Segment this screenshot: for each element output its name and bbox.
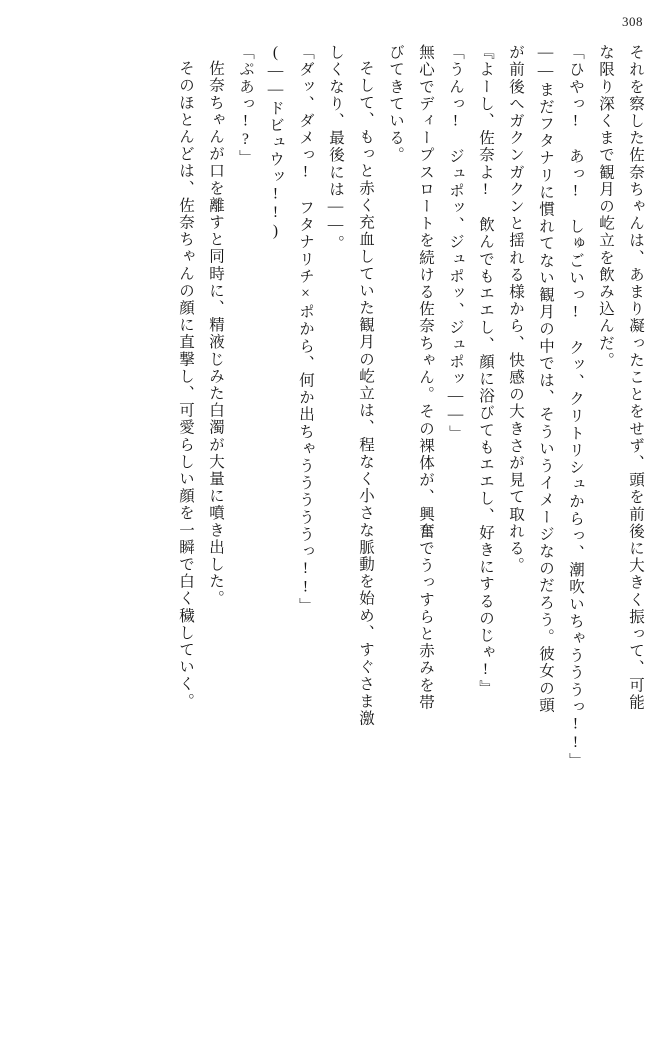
- text-line: 「ひやっ! あっ! しゅごいっ! クッ、クリトリシュからっ、潮吹いちゃうううっ!!」: [567, 44, 584, 770]
- text-line: びてきている。: [387, 44, 404, 164]
- page-number: 308: [622, 14, 643, 29]
- text-line: な限り深くまで観月の屹立を飲み込んだ。: [597, 44, 614, 369]
- text-line: そのほとんどは、佐奈ちゃんの顔に直撃し、可愛らしい顔を一瞬で白く穢していく。: [177, 60, 194, 710]
- text-line: が前後へガクンガクンと揺れる様から、快感の大きさが見て取れる。: [507, 44, 524, 575]
- text-line: 佐奈ちゃんが口を離すと同時に、精液じみた白濁が大量に噴き出した。: [207, 60, 224, 608]
- text-line: しくなり、最後には――。: [327, 44, 344, 253]
- text-line: 『よーし、佐奈よ! 飲んでもエエし、顔に浴びてもエエし、好きにするのじゃ!』: [477, 44, 494, 697]
- text-line: 「ダッ、ダメっ! フタナリチ×ポから、何か出ちゃうううううっ!!」: [297, 44, 314, 615]
- text-line: 無心でディープスロートを続ける佐奈ちゃん。その裸体が、興奮でうっすらと赤みを帯: [417, 44, 434, 711]
- text-line: 「ぷあっ!?」: [237, 44, 254, 167]
- text-line: 「うんっ! ジュポッ、ジュポッ、ジュポッ――」: [447, 44, 464, 442]
- text-line: そして、もっと赤く充血していた観月の屹立は、程なく小さな脈動を始め、すぐさま激: [357, 60, 374, 727]
- text-line: (――ドビュウッ!!): [267, 44, 284, 242]
- page-text-body: [26, 44, 643, 1020]
- text-line: ――まだフタナリに慣れてない観月の中では、そういうイメージなのだろう。彼女の頭: [537, 44, 554, 714]
- text-line: それを察した佐奈ちゃんは、あまり凝ったことをせず、頭を前後に大きく振って、可能: [627, 44, 644, 711]
